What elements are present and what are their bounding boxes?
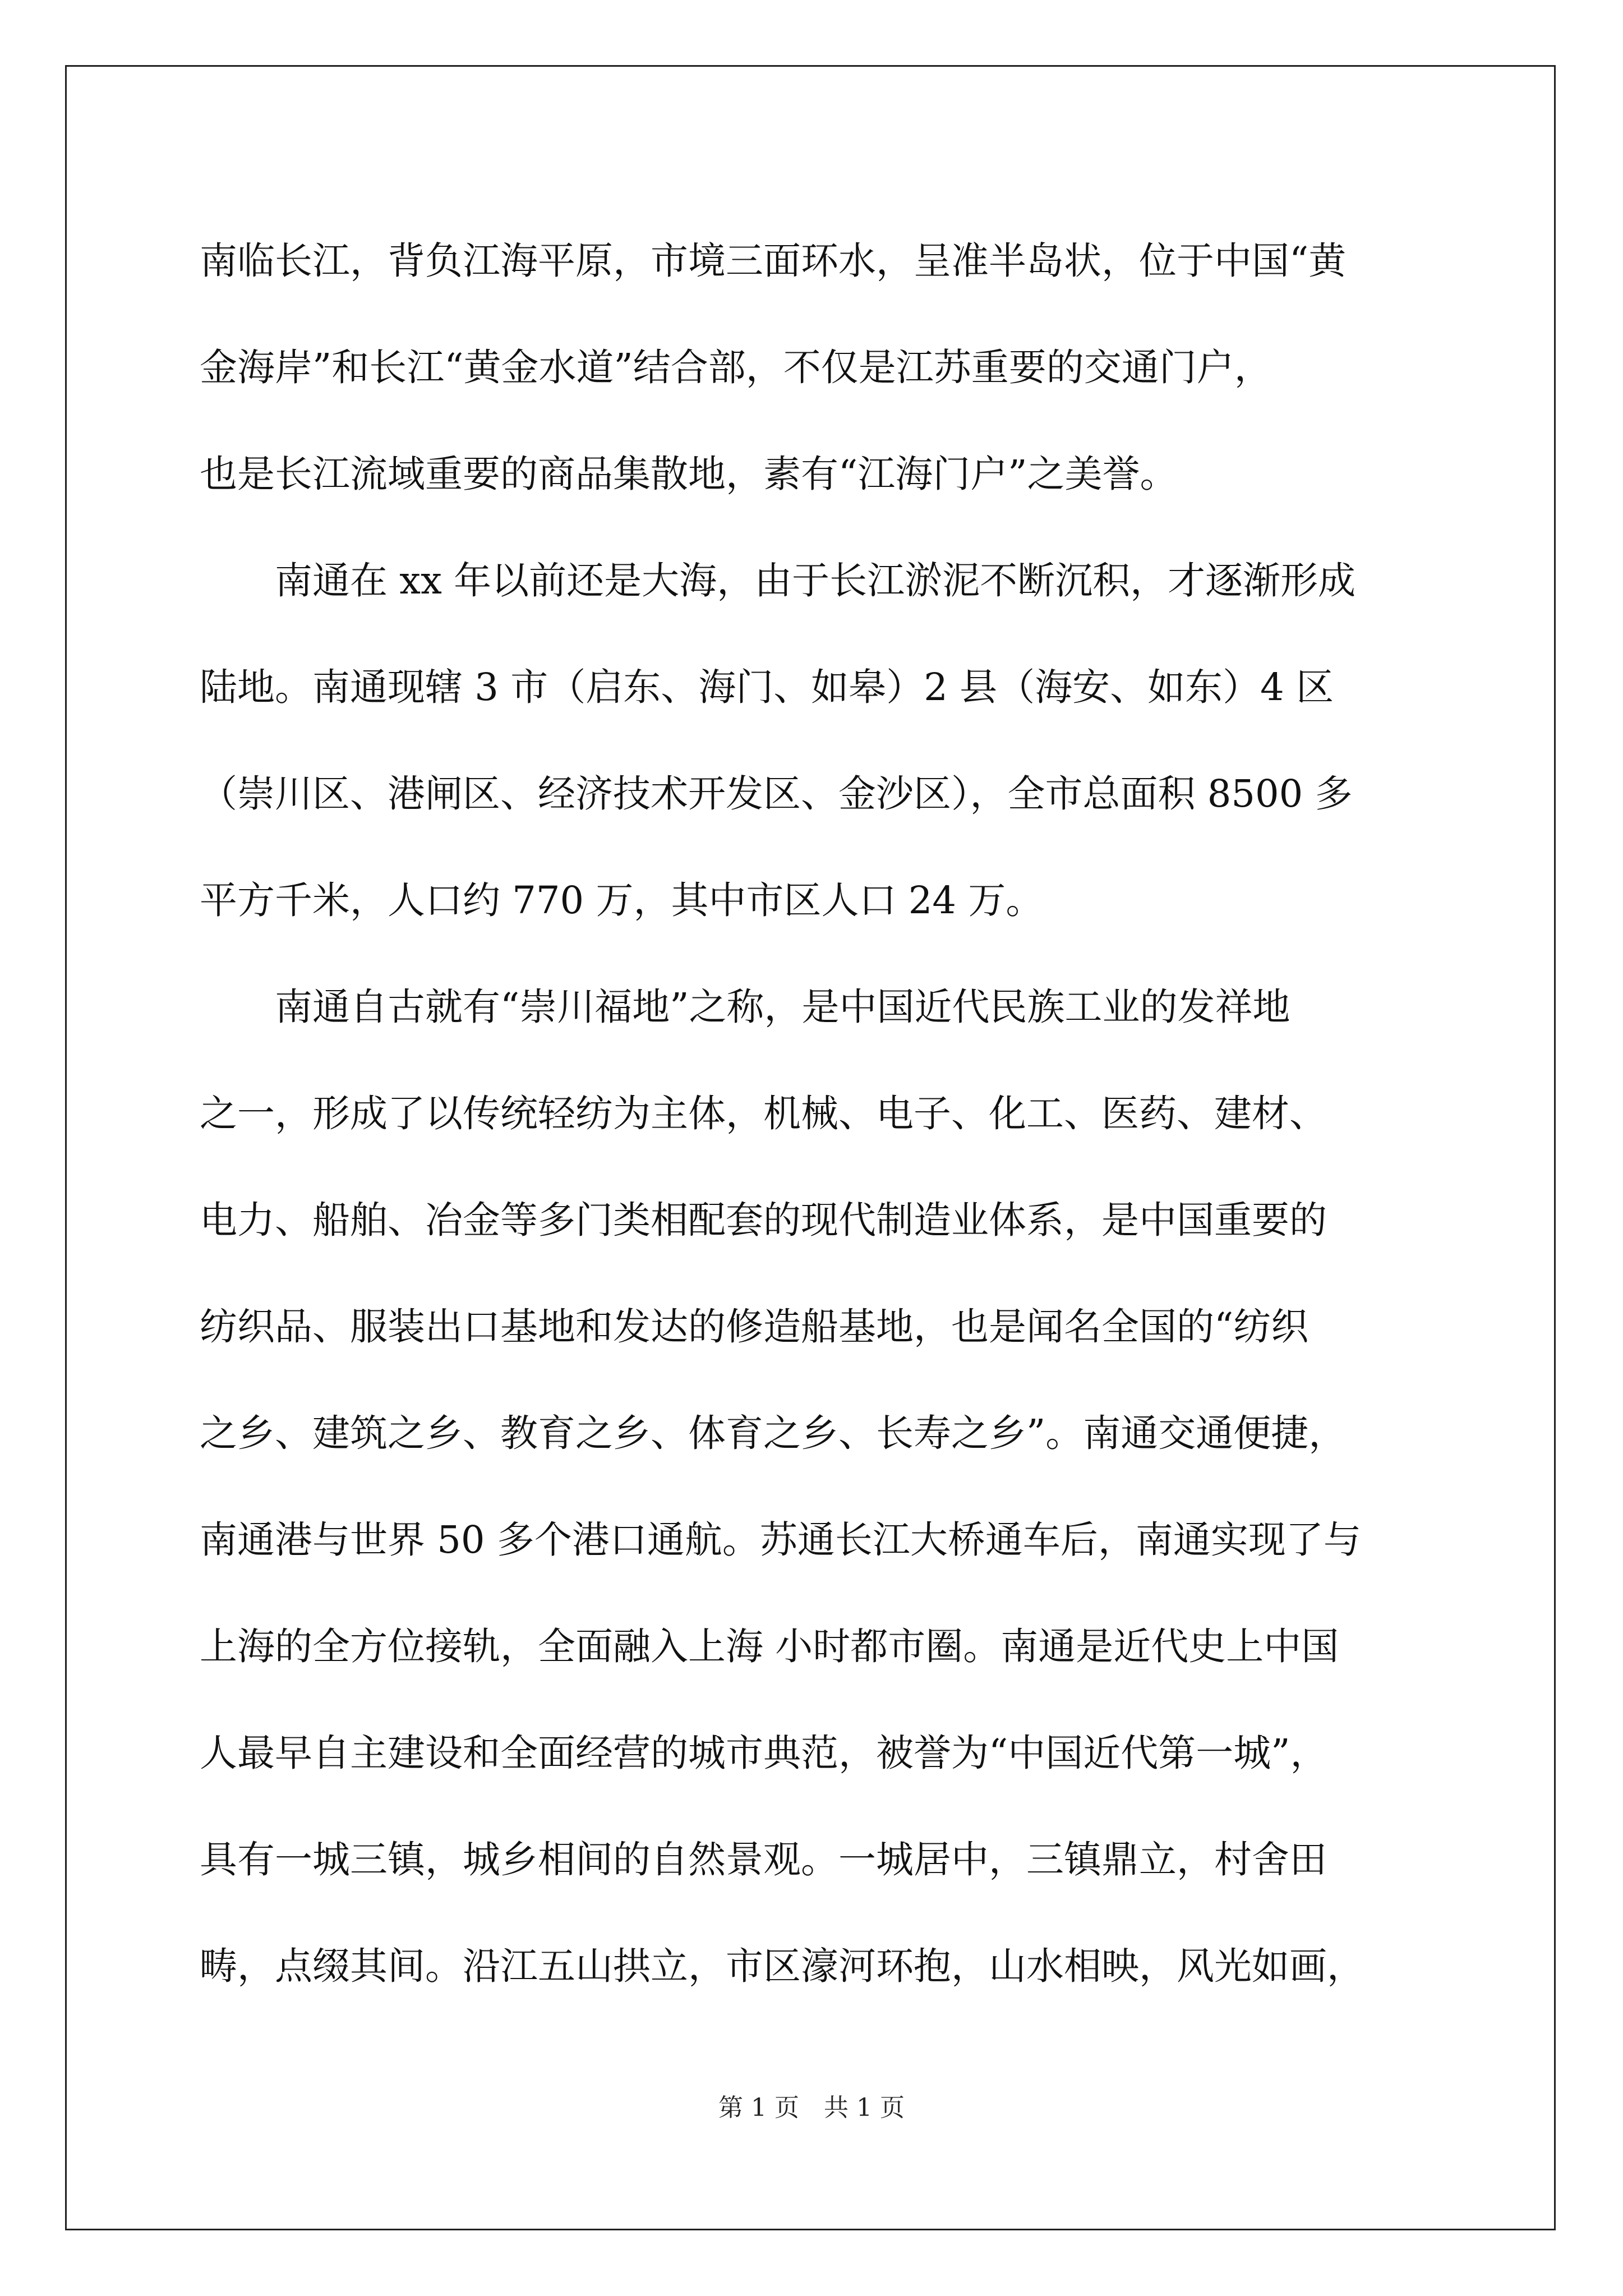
text-line: 电力、船舶、冶金等多门类相配套的现代制造业体系，是中国重要的 <box>200 1198 1327 1242</box>
text-line: 畴，点缀其间。沿江五山拱立，市区濠河环抱，山水相映，风光如画， <box>200 1944 1364 1988</box>
text-line: 南临长江，背负江海平原，市境三面环水，呈准半岛状，位于中国“黄 <box>200 239 1347 283</box>
text-line: 南通自古就有“崇川福地”之称，是中国近代民族工业的发祥地 <box>200 985 1290 1029</box>
text-line: 陆地。南通现辖 3 市（启东、海门、如皋）2 县（海安、如东）4 区 <box>200 665 1334 709</box>
text-line: 之一，形成了以传统轻纺为主体，机械、电子、化工、医药、建材、 <box>200 1092 1327 1135</box>
page-number-footer: 第 1 页 共 1 页 <box>718 2093 905 2122</box>
text-line: 之乡、建筑之乡、教育之乡、体育之乡、长寿之乡”。南通交通便捷， <box>200 1411 1347 1455</box>
text-line: 也是长江流域重要的商品集散地，素有“江海门户”之美誉。 <box>200 452 1178 496</box>
document-body <box>200 208 1433 2019</box>
text-line: 具有一城三镇，城乡相间的自然景观。一城居中，三镇鼎立，村舍田 <box>200 1838 1327 1881</box>
text-line: 金海岸”和长江“黄金水道”结合部，不仅是江苏重要的交通门户， <box>200 346 1272 389</box>
text-line: 人最早自主建设和全面经营的城市典范，被誉为“中国近代第一城”， <box>200 1731 1328 1775</box>
text-line: 纺织品、服装出口基地和发达的修造船基地，也是闻名全国的“纺织 <box>200 1305 1309 1349</box>
text-line: 南通港与世界 50 多个港口通航。苏通长江大桥通车后，南通实现了与 <box>200 1518 1361 1562</box>
text-line: 平方千米，人口约 770 万，其中市区人口 24 万。 <box>200 878 1044 922</box>
text-line: 南通在 xx 年以前还是大海，由于长江淤泥不断沉积，才逐渐形成 <box>200 559 1356 602</box>
text-line: 上海的全方位接轨，全面融入上海 小时都市圈。南通是近代史上中国 <box>200 1625 1339 1668</box>
text-line: （崇川区、港闸区、经济技术开发区、金沙区），全市总面积 8500 多 <box>200 772 1353 816</box>
